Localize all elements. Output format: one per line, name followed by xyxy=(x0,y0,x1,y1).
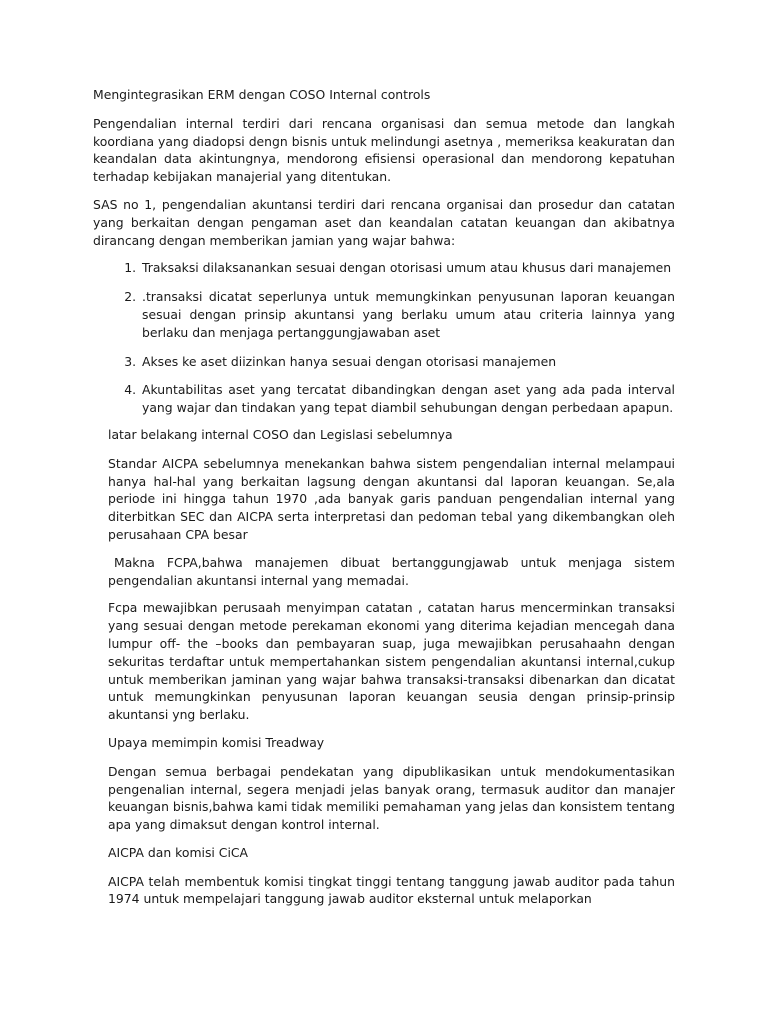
paragraph-fcpa-meaning: Makna FCPA,bahwa manajemen dibuat bertanggungjawab untuk menjaga sistem pengendalian akuntansi internal yang memadai. xyxy=(108,554,675,588)
paragraph-sas: SAS no 1, pengendalian akuntansi terdiri dari rencana organisai dan prosedur dan catatan yang berkaitan dengan pengaman aset dan keandalan catatan keuangan dan akibatnya dirancang dengan memberikan jamian yang wajar bahwa: xyxy=(93,196,675,248)
list-item: 1. Traksaksi dilaksanankan sesuai dengan otorisasi umum atau khusus dari manajemen xyxy=(140,259,675,277)
paragraph-aicpa-standard: Standar AICPA sebelumnya menekankan bahwa sistem pengendalian internal melampaui hanya hal-hal yang berkaitan lagsung dengan akuntansi dal laporan keuangan. Se,ala periode ini hingga tahun 1970 ,ada banyak garis panduan pengendalian internal yang diterbitkan SEC dan AICPA serta interpretasi dan pedoman tebal yang dikembangkan oleh perusahaan CPA besar xyxy=(108,455,675,542)
list-item: 2. .transaksi dicatat seperlunya untuk memungkinkan penyusunan laporan keuangan sesuai dengan prinsip akuntansi yang berlaku umum atau criteria lainnya yang berlaku dan menjaga pertanggungjawaban aset xyxy=(140,288,675,341)
paragraph-definition: Pengendalian internal terdiri dari rencana organisasi dan semua metode dan langkah koordiana yang diadopsi dengn bisnis untuk melindungi asetnya , memeriksa keakuratan dan keandalan data akintungnya, mendorong efisiensi operasional dan mendorong kepatuhan terhadap kebijakan manajerial yang ditentukan. xyxy=(93,115,675,185)
section-heading-aicpa-cica: AICPA dan komisi CiCA xyxy=(108,844,249,860)
list-item: 4. Akuntabilitas aset yang tercatat dibandingkan dengan aset yang ada pada interval yang wajar dan tindakan yang tepat diambil sehubungan dengan perbedaan apapun. xyxy=(140,381,675,417)
paragraph-aicpa-commission: AICPA telah membentuk komisi tingkat tinggi tentang tanggung jawab auditor pada tahun 1974 untuk mempelajari tanggung jawab auditor eksternal untuk melaporkan xyxy=(108,873,675,907)
sas-criteria-list xyxy=(93,259,675,417)
list-item: 3. Akses ke aset diizinkan hanya sesuai dengan otorisasi manajemen xyxy=(140,353,675,371)
paragraph-treadway: Dengan semua berbagai pendekatan yang dipublikasikan untuk mendokumentasikan pengenalian internal, segera menjadi jelas banyak orang, termasuk auditor dan manajer keuangan bisnis,bahwa kami tidak memiliki pemahaman yang jelas dan konsistem tentang apa yang dimaksut dengan kontrol internal. xyxy=(108,763,675,833)
paragraph-fcpa-requirements: Fcpa mewajibkan perusaah menyimpan catatan , catatan harus mencerminkan transaksi yang sesuai dengan metode perekaman ekonomi yang diterima kejadian mencegah dana lumpur off- the –books dan pembayaran suap, juga mewajibkan perusahaahn dengan sekuritas terdaftar untuk mempertahankan sistem pengendalian akuntansi internal,cukup untuk memberikan jaminan yang wajar bahwa transaksi-transaksi dibenarkan dan dicatat untuk memungkinkan penyusunan laporan keuangan seusia dengan prinsip-prinsip akuntansi yng berlaku. xyxy=(108,600,675,723)
document-page xyxy=(93,86,675,918)
section-heading-treadway: Upaya memimpin komisi Treadway xyxy=(108,734,325,750)
section-heading-coso-background: latar belakang internal COSO dan Legislasi sebelumnya xyxy=(108,426,453,442)
document-title: Mengintegrasikan ERM dengan COSO Internal controls xyxy=(93,87,431,102)
